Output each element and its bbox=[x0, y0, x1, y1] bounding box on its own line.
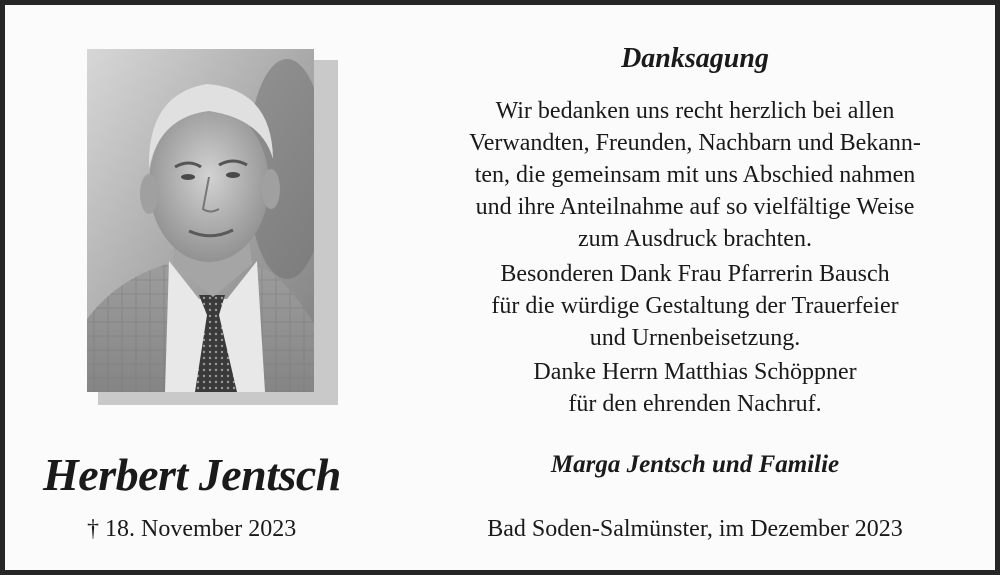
text-line: für den ehrenden Nachruf. bbox=[568, 391, 822, 417]
pastor-thanks-paragraph bbox=[425, 258, 965, 354]
thanks-paragraph bbox=[425, 95, 965, 255]
text-line: Wir bedanken uns recht herzlich bei allen bbox=[495, 98, 895, 124]
text-line: und Urnenbeisetzung. bbox=[589, 325, 801, 351]
family-signature: Marga Jentsch und Familie bbox=[550, 451, 840, 478]
text-line: und ihre Anteilnahme auf so vielfältige Weise bbox=[475, 194, 915, 220]
heading: Danksagung bbox=[621, 43, 769, 74]
text-line: Verwandten, Freunden, Nachbarn und Bekann- bbox=[469, 130, 921, 156]
portrait-photo bbox=[87, 49, 314, 392]
text-line: zum Ausdruck brachten. bbox=[578, 226, 812, 252]
deceased-name: Herbert Jentsch bbox=[43, 449, 341, 500]
death-date: † 18. November 2023 bbox=[87, 516, 297, 542]
text-line: ten, die gemeinsam mit uns Abschied nahmen bbox=[474, 162, 916, 188]
text-line: Besonderen Dank Frau Pfarrerin Bausch bbox=[500, 261, 890, 287]
text-line: für die würdige Gestaltung der Trauerfeier bbox=[491, 293, 899, 319]
place-date: Bad Soden-Salmünster, im Dezember 2023 bbox=[487, 516, 903, 542]
text-line: Danke Herrn Matthias Schöppner bbox=[533, 359, 857, 385]
obituary-thanks-paragraph bbox=[425, 356, 965, 420]
